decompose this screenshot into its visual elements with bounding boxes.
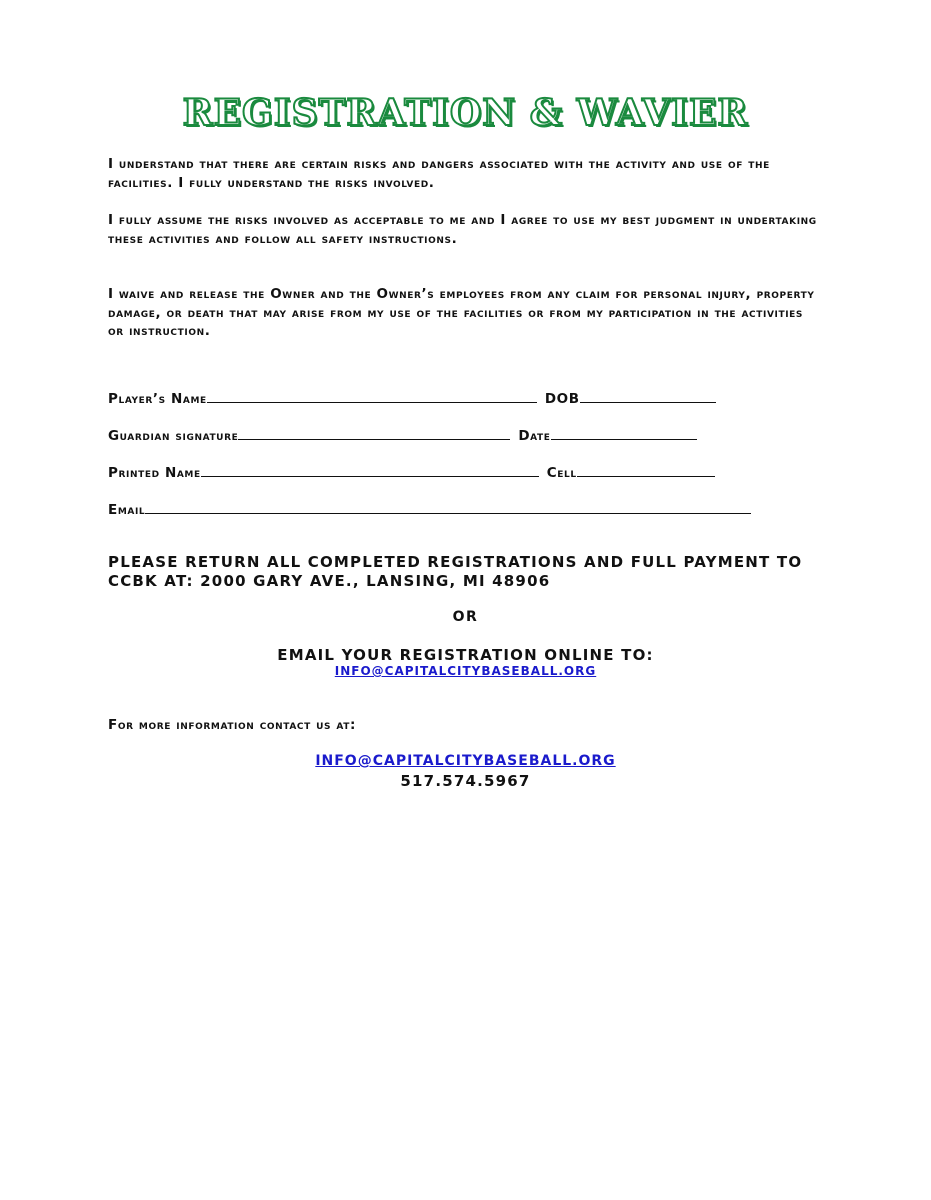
more-info-heading: For more information contact us at: — [108, 717, 357, 733]
guardian-signature-label: Guardian signature — [108, 428, 239, 444]
dob-field[interactable] — [580, 388, 716, 403]
email-row — [108, 499, 751, 519]
email-label: Email — [108, 502, 146, 518]
contact-email-container — [0, 753, 931, 769]
risk-assumption-paragraph: I fully assume the risks involved as acceptable to me and I agree to use my best judgment in undertaking these activities and follow all safety instructions. — [108, 212, 817, 247]
registration-email-link[interactable]: INFO@CAPITALCITYBASEBALL.ORG — [334, 664, 597, 678]
cell-label: Cell — [546, 465, 577, 481]
player-name-label: Player’s Name — [108, 391, 207, 407]
printed-cell-row — [108, 462, 715, 482]
email-link-container — [0, 664, 931, 678]
waiver-release-paragraph: I waive and release the Owner and the Owner’s employees from any claim for personal injury, property damage, or death that may arise from my use of the facilities or from my participation in the activities or instruction. — [108, 286, 815, 339]
date-field[interactable] — [551, 425, 697, 440]
player-dob-row — [108, 388, 716, 408]
guardian-signature-field[interactable] — [238, 425, 510, 440]
date-label: Date — [518, 428, 551, 444]
risk-understanding-paragraph: I understand that there are certain risks and dangers associated with the activity and use of the facilities. I fully understand the risks involved. — [108, 156, 770, 191]
email-online-instructions: EMAIL YOUR REGISTRATION ONLINE TO: — [277, 646, 654, 664]
cell-field[interactable] — [577, 462, 715, 477]
page-title: REGISTRATION & WAVIER — [182, 92, 749, 134]
or-separator: OR — [452, 609, 479, 625]
guardian-date-row — [108, 425, 697, 445]
contact-phone: 517.574.5967 — [400, 772, 531, 790]
dob-label: DOB — [544, 391, 580, 407]
printed-name-field[interactable] — [201, 462, 539, 477]
contact-email-link[interactable]: INFO@CAPITALCITYBASEBALL.ORG — [315, 753, 616, 769]
printed-name-label: Printed Name — [108, 465, 201, 481]
player-name-field[interactable] — [207, 388, 537, 403]
email-field[interactable] — [145, 499, 751, 514]
return-instructions: PLEASE RETURN ALL COMPLETED REGISTRATIONS AND FULL PAYMENT TO CCBK AT: 2000 GARY AVE., LANSING, MI 48906 — [108, 553, 803, 590]
